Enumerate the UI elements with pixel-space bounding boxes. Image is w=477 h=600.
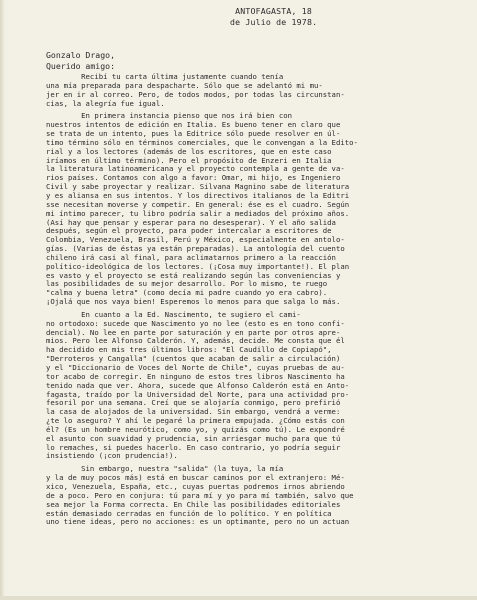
body-line: y es aliansa en sus intentos. Y los directivos italianos de la Editri (46, 190, 350, 200)
recipient-name: Gonzalo Drago, (46, 50, 116, 60)
body-line: mios. Pero lee Alfonso Calderón. Y, además, decide. Me consta que él (46, 336, 345, 346)
body-line: fagasta, traído por la Universidad del Norte, para una actividad pro- (46, 389, 350, 399)
body-line: y el "Diccionario de Voces del Norte de Chile", cuyas pruebas de au- (46, 363, 345, 372)
greeting: Querido amigo: (46, 60, 116, 71)
body-line: ¿te lo aseguro? Y ahí le pegaré la primera empujada. ¿Cómo estás con (46, 416, 345, 426)
body-line: timo término sólo en términos comerciales, que le convengan a la Edito- (46, 137, 358, 147)
body-line: la casa de alojados de la universidad. Sin embargo, vendrá a verme: (46, 407, 341, 417)
body-line: después, según el proyecto, para poder intercalar a escritores de (46, 226, 332, 236)
body-line: ¡Ojalá que nos vaya bien! Esperemos lo menos para que salga lo más. (46, 297, 341, 307)
body-line: En primera instancia pienso que nos irá bien con (46, 111, 293, 121)
body-line: jer en ir al correo. Pero, de todos modos, por todas las circunstan- (46, 89, 345, 99)
body-line: Sin embargo, nuestra "salida" (la tuya, la mía (46, 464, 284, 474)
body-line: nuestros intentos de edición en Italia. Es bueno tener en claro que (46, 120, 341, 130)
body-line: Recibí tu carta última justamente cuando tenía (46, 72, 284, 81)
body-line: se trata de un intento, pues la Editrice sólo puede resolver en úl- (46, 129, 341, 139)
body-line: fesoril por una semana. Creí que se alojaría conmigo, pero prefirió (46, 398, 341, 408)
place-date-line-2: de Julio de 1978. (230, 17, 318, 27)
body-line: rios países. Contamos con algo a favor: Omar, mi hijo, es Ingeniero (46, 173, 341, 183)
body-line: las posibilidades de su mejor desarrollo. Por lo mismo, te ruego (46, 279, 328, 289)
body-line: de a poco. Pero en conjura: tú para mí y yo para mí también, salvo que (46, 490, 354, 500)
body-line: gías. (Varias de éstas ya están preparadas). La antología del cuento (46, 244, 345, 254)
body-line: mi íntimo parecer, tu libro podría salir a mediados del próximo años. (46, 208, 350, 218)
body-line: tor acabo de corregir. En ninguno de estos tres libros Nascimento ha (46, 371, 345, 381)
body-line: dencial). No lee en parte por saturación y en parte por otros apre- (46, 327, 341, 337)
body-line: la literatura latinoamericana y el proyecto contempla a gente de va- (46, 164, 345, 174)
body-line: sea mejor la Forma correcta. En Chile las posibilidades editoriales (46, 499, 341, 509)
body-line: "calma y buena letra" (como decía mi padre cuando yo era cabro). (46, 288, 328, 298)
body-line: Colombia, Venezuela, Brasil, Perú y México, especialmente en antolo- (46, 235, 345, 245)
body-line: sse necesitan moverse y competir. En general: ése es el cuadro. Según (46, 199, 350, 209)
body-line: "Derroteros y Cangalla" (cuentos que acaban de salir a circulación) (46, 354, 341, 364)
body-line: xico, Venezuela, España, etc., cuyas puertas podremos irnos abriendo (46, 481, 345, 491)
body-line: iríamos en último término). Pero el propósito de Enzeri en Italia (46, 155, 332, 165)
body-line: tenido nada que ver. Ahora, sucede que Alfonso Calderón está en Anto- (46, 380, 350, 390)
body-line: él? (Es un hombre neurótico, como yo, y quizás como tú). Le expondré (46, 424, 345, 434)
body-line: uno tiene ideas, pero no acciones: es un optimante, pero no un actuan (46, 517, 350, 527)
place-date (230, 6, 317, 28)
body-line: es vasto y el proyecto se está realizando según las conveniencias y (46, 270, 341, 280)
body-line: ha decidido en mis tres últimos libros: "El Caudillo de Copiapó", (46, 345, 332, 355)
salutation (46, 50, 115, 71)
body-line: cias, la alegría fue igual. (46, 98, 165, 108)
body-line: y la de muy pocos más) está en buscar caminos por el extranjero: Mé- (46, 473, 345, 483)
body-line: no ortodoxo: sucede que Nascimento yo no lee (esto es en tono confi- (46, 318, 345, 328)
body-line: En cuanto a la Ed. Nascimento, te sugiero el cami- (46, 309, 301, 319)
body-line: el asunto con suavidad y prudencia, sin arriesgar mucho para que tú (46, 433, 341, 443)
paper-edge-left (0, 0, 5, 600)
body-line: Civil y sabe proyectar y realizar. Silvana Magnino sabe de literatura (46, 182, 350, 192)
place-date-line-1: ANTOFAGASTA, 18 (235, 6, 313, 16)
body-line: lo remaches, si puedes hacerlo. En caso contrario, yo podría seguir (46, 442, 341, 452)
body-line: rial y a los lectores (además de los escritores, que en este caso (46, 146, 332, 156)
body-line: chileno irá casi al final, para aclimatarnos primero a la reacción (46, 252, 336, 262)
body-line: (Así hay que pensar y esperar para no desesperar). Y el año salida (46, 217, 336, 227)
body-line: político-ideológica de los lectores. (¡Cosa muy importante!). El plan (46, 261, 350, 271)
body-line: están demasiado cerradas en función de lo político. Y en política (46, 508, 332, 518)
body-line: una mía preparada para despacharte. Sólo que se adelantó mi mu- (46, 80, 323, 90)
paper-edge-bottom (0, 596, 477, 600)
body-line: insistiendo (¡con prudencia!). (46, 451, 178, 461)
letter-body (46, 73, 470, 527)
